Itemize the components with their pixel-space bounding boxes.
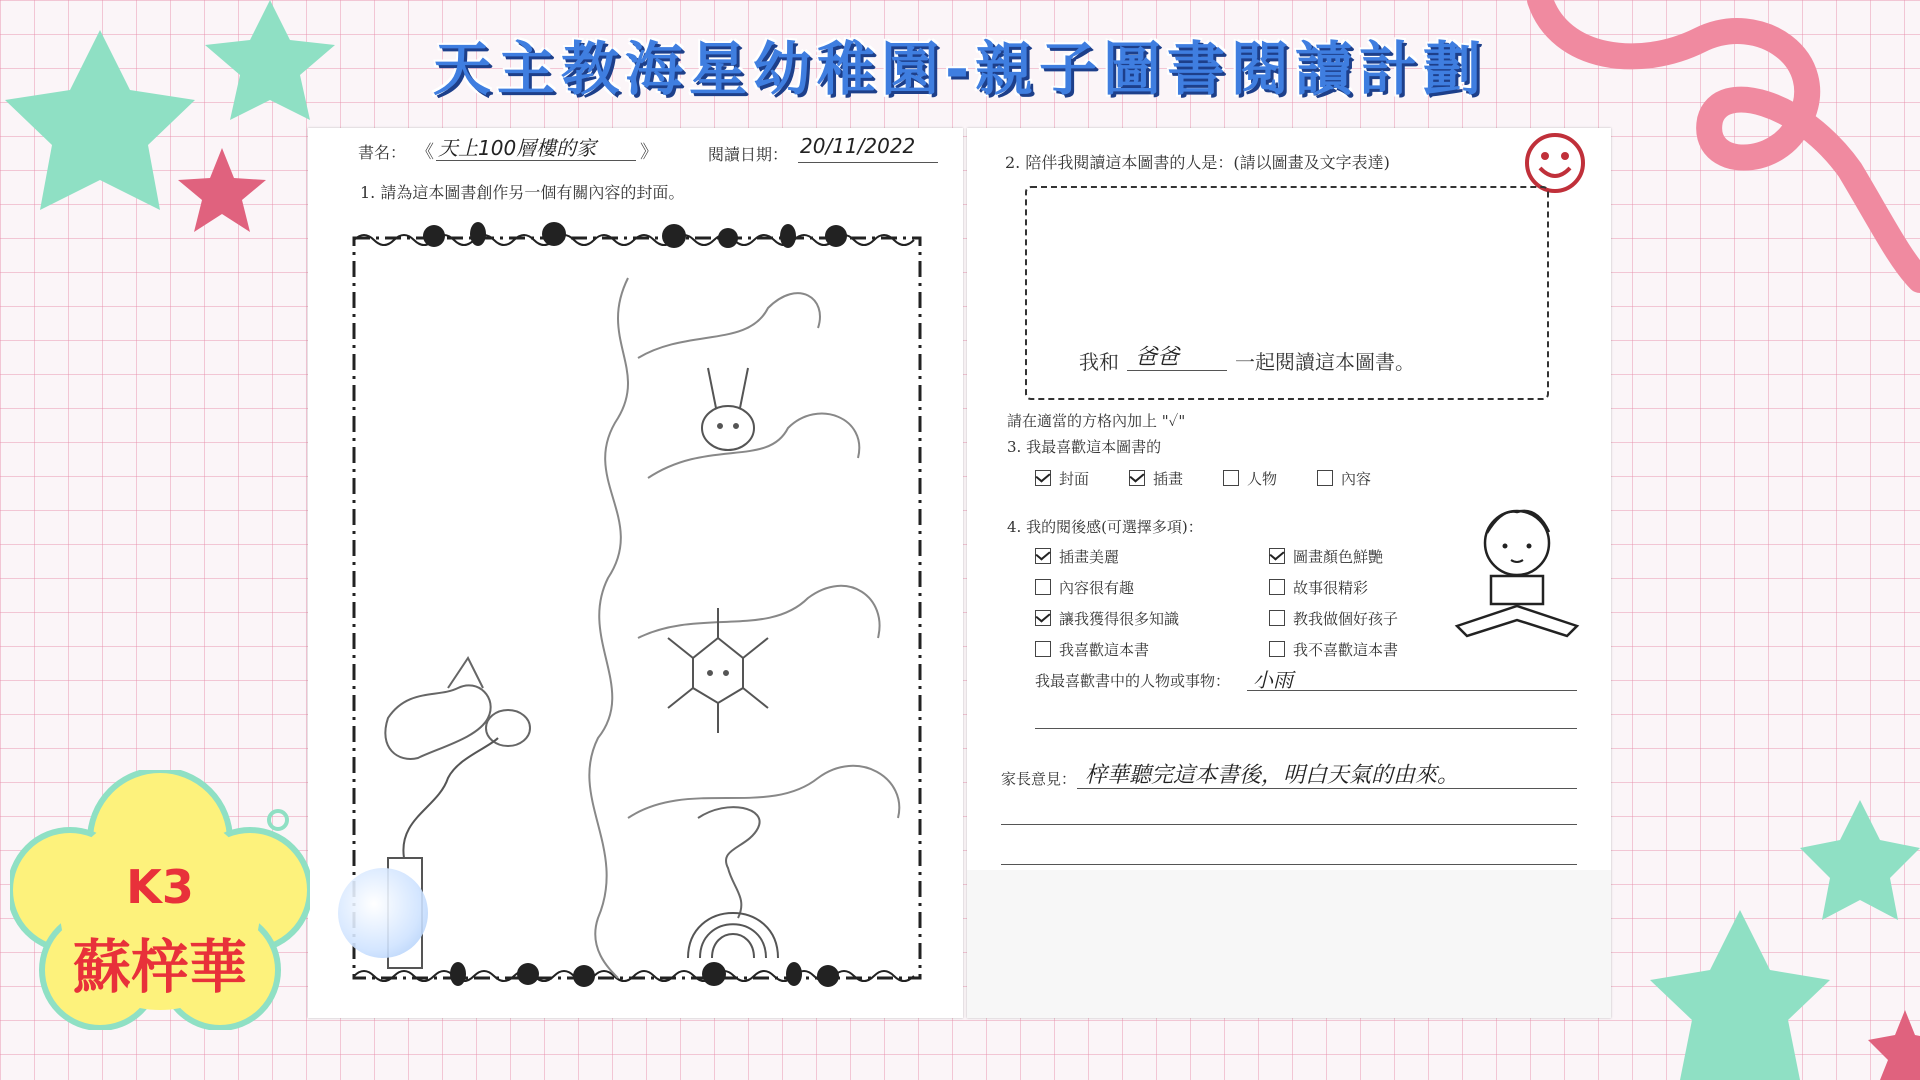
flower-icon: [517, 963, 539, 985]
check-instruction: 請在適當的方格內加上 "✓": [1007, 412, 1186, 430]
favorite-underline-1: [1247, 690, 1577, 691]
left-worksheet-page: [308, 128, 963, 1018]
right-worksheet-page: [967, 128, 1611, 1018]
pink-star-icon: [178, 148, 266, 232]
bee-icon: [470, 222, 486, 246]
rainbow-sketch: [688, 913, 778, 958]
book-title-underline: [436, 160, 636, 161]
reading-child-illustration: [1447, 498, 1587, 638]
checkbox[interactable]: [1035, 641, 1051, 657]
book-title-value: 天上100層樓的家: [438, 136, 597, 160]
companion-prefix: 我和: [1079, 350, 1119, 374]
checkbox[interactable]: [1035, 548, 1051, 564]
question-4: 4. 我的閱後感(可選擇多項)：: [1007, 518, 1203, 536]
parent-underline-2: [1001, 824, 1577, 825]
parent-comment-label: 家長意見：: [1001, 770, 1077, 788]
parent-underline-1: [1077, 788, 1577, 789]
checkbox[interactable]: [1129, 470, 1145, 486]
checkbox-label: 內容很有趣: [1059, 579, 1135, 597]
checkbox[interactable]: [1269, 641, 1285, 657]
reading-date-underline: [798, 162, 938, 163]
bracket-open: 《: [416, 142, 434, 163]
bee-icon: [786, 962, 802, 986]
flower-icon: [573, 965, 595, 987]
parent-comment-value: 梓華聽完這本書後，明白天氣的由來。: [1085, 763, 1460, 788]
favorite-value: 小雨: [1253, 668, 1293, 692]
companion-underline: [1127, 370, 1227, 371]
checkbox-label: 插畫美麗: [1059, 548, 1120, 566]
flower-icon: [542, 222, 566, 246]
flower-icon: [825, 225, 847, 247]
checkbox[interactable]: [1269, 548, 1285, 564]
page-title: 天主教海星幼稚園-親子圖書閱讀計劃: [432, 35, 1488, 103]
companion-value: 爸爸: [1135, 345, 1180, 370]
reading-date-label: 閱讀日期：: [708, 145, 789, 164]
flower-icon: [702, 962, 726, 986]
checkbox-label: 故事很精彩: [1293, 579, 1369, 597]
flower-icon: [718, 228, 738, 248]
checkbox-label: 讓我獲得很多知識: [1059, 610, 1180, 628]
checkbox[interactable]: [1223, 470, 1239, 486]
checkbox-label: 圖畫顏色鮮艷: [1293, 548, 1384, 566]
checkbox[interactable]: [1269, 610, 1285, 626]
rabbit-sketch: [702, 368, 754, 450]
checkbox[interactable]: [1269, 579, 1285, 595]
student-class: K3: [126, 860, 194, 914]
checkbox-label: 教我做個好孩子: [1293, 610, 1399, 628]
checkbox-label: 我喜歡這本書: [1059, 641, 1150, 659]
companion-suffix: 一起閱讀這本圖書。: [1235, 350, 1415, 374]
favorite-underline-2: [1035, 728, 1577, 729]
question-2: 2. 陪伴我閱讀這本圖書的人是：(請以圖畫及文字表達): [1005, 153, 1390, 172]
student-name: 蘇梓華: [72, 933, 247, 1001]
mint-star-icon: [1800, 800, 1920, 920]
pink-star-icon: [1868, 1010, 1920, 1080]
checkbox[interactable]: [1317, 470, 1333, 486]
favorite-label: 我最喜歡書中的人物或事物：: [1035, 672, 1231, 690]
checkbox-label: 人物: [1247, 470, 1278, 488]
blank-footer-area: [967, 870, 1611, 1018]
mint-star-icon: [1650, 910, 1830, 1080]
checkbox[interactable]: [1035, 579, 1051, 595]
tornado-sketch: [698, 807, 760, 918]
cloud-tower-sketch: [589, 278, 628, 978]
flower-icon: [817, 965, 839, 987]
bee-icon: [450, 962, 466, 986]
parent-underline-3: [1001, 864, 1577, 865]
checkbox-label: 我不喜歡這本書: [1293, 641, 1399, 659]
bee-icon: [780, 224, 796, 248]
checkbox-label: 封面: [1059, 470, 1090, 488]
character-sticker: [338, 868, 428, 958]
book-title-label: 書名：: [358, 143, 407, 162]
checkbox-label: 內容: [1341, 470, 1372, 488]
checkbox[interactable]: [1035, 610, 1051, 626]
flying-character-sketch: [385, 658, 530, 759]
checkbox[interactable]: [1035, 470, 1051, 486]
snowflake-sketch: [668, 608, 768, 733]
cover-drawing-frame: [348, 218, 928, 998]
bracket-close: 》: [640, 142, 658, 163]
reading-date-value: 20/11/2022: [800, 134, 916, 158]
checkbox-label: 插畫: [1153, 470, 1184, 488]
question-1: 1. 請為這本圖書創作另一個有關內容的封面。: [360, 183, 685, 202]
flower-icon: [423, 225, 445, 247]
question-3: 3. 我最喜歡這本圖書的: [1007, 438, 1162, 456]
flower-icon: [662, 224, 686, 248]
